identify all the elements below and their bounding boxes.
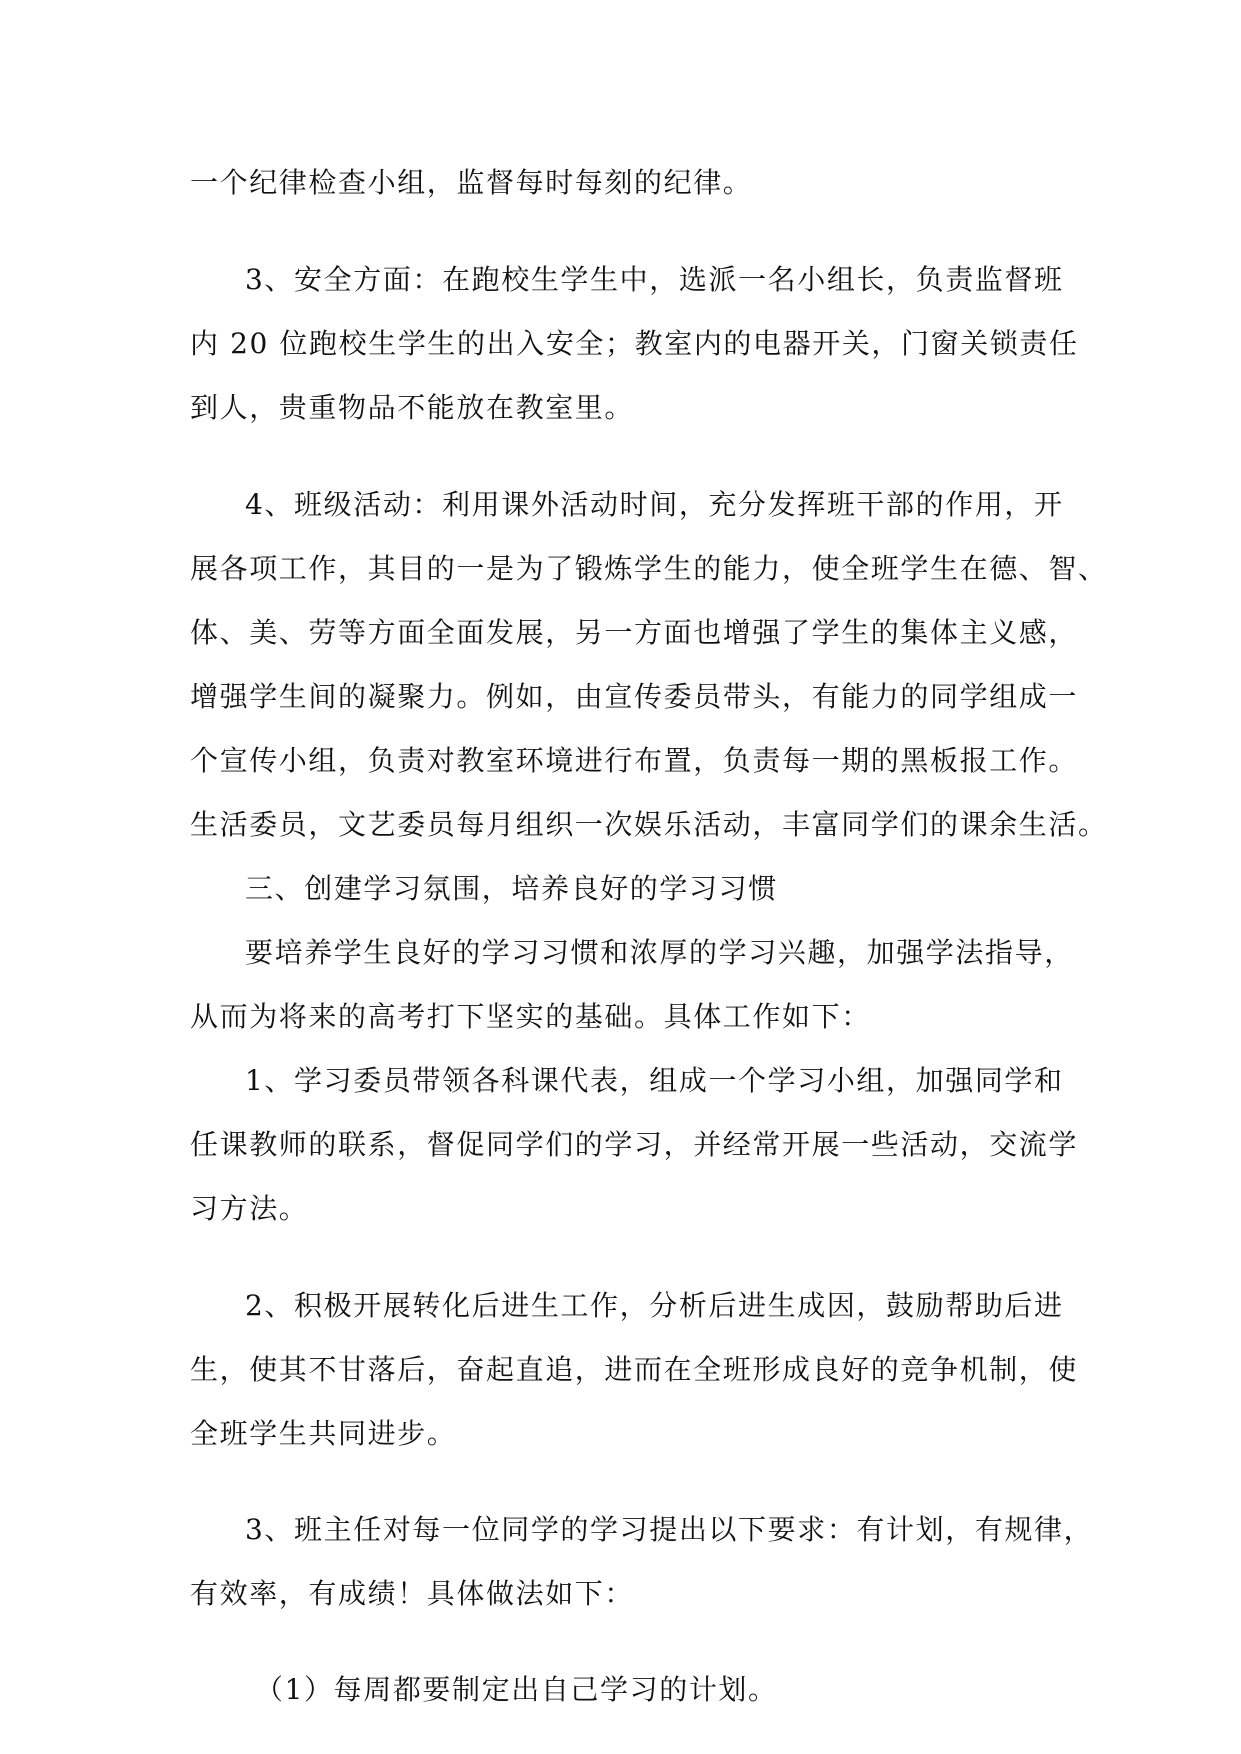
- list-item: （1）每周都要制定出自己学习的计划。: [255, 1673, 778, 1706]
- text-line: 展各项工作，其目的一是为了锻炼学生的能力，使全班学生在德、智、: [190, 552, 1108, 585]
- text-line: 有效率，有成绩！具体做法如下：: [190, 1577, 635, 1610]
- text-line: 生活委员，文艺委员每月组织一次娱乐活动，丰富同学们的课余生活。: [190, 808, 1108, 841]
- text-line: 任课教师的联系，督促同学们的学习，并经常开展一些活动，交流学: [190, 1128, 1079, 1161]
- text-line: 3、安全方面：在跑校生学生中，选派一名小组长，负责监督班: [245, 263, 1064, 296]
- text-line: 一个纪律检查小组，监督每时每刻的纪律。: [190, 166, 753, 199]
- text-line: 2、积极开展转化后进生工作，分析后进生成因，鼓励帮助后进: [245, 1289, 1064, 1322]
- text-line: 要培养学生良好的学习习惯和浓厚的学习兴趣，加强学法指导，: [245, 936, 1074, 969]
- text-line: 4、班级活动：利用课外活动时间，充分发挥班干部的作用，开: [245, 488, 1064, 521]
- text-line: 生，使其不甘落后，奋起直追，进而在全班形成良好的竞争机制，使: [190, 1353, 1079, 1386]
- text-line: 体、美、劳等方面全面发展，另一方面也增强了学生的集体主义感，: [190, 616, 1079, 649]
- text-line: 到人，贵重物品不能放在教室里。: [190, 391, 635, 424]
- text-line: 内 20 位跑校生学生的出入安全；教室内的电器开关，门窗关锁责任: [190, 327, 1079, 360]
- text-line: 从而为将来的高考打下坚实的基础。具体工作如下：: [190, 1000, 871, 1033]
- text-line: 1、学习委员带领各科课代表，组成一个学习小组，加强同学和: [245, 1064, 1064, 1097]
- text-line: 3、班主任对每一位同学的学习提出以下要求：有计划，有规律，: [245, 1513, 1094, 1546]
- section-heading: 三、创建学习氛围，培养良好的学习习惯: [245, 872, 778, 905]
- text-line: 增强学生间的凝聚力。例如，由宣传委员带头，有能力的同学组成一: [190, 680, 1079, 713]
- text-line: 全班学生共同进步。: [190, 1417, 457, 1450]
- text-line: 个宣传小组，负责对教室环境进行布置，负责每一期的黑板报工作。: [190, 744, 1079, 777]
- text-line: 习方法。: [190, 1192, 309, 1225]
